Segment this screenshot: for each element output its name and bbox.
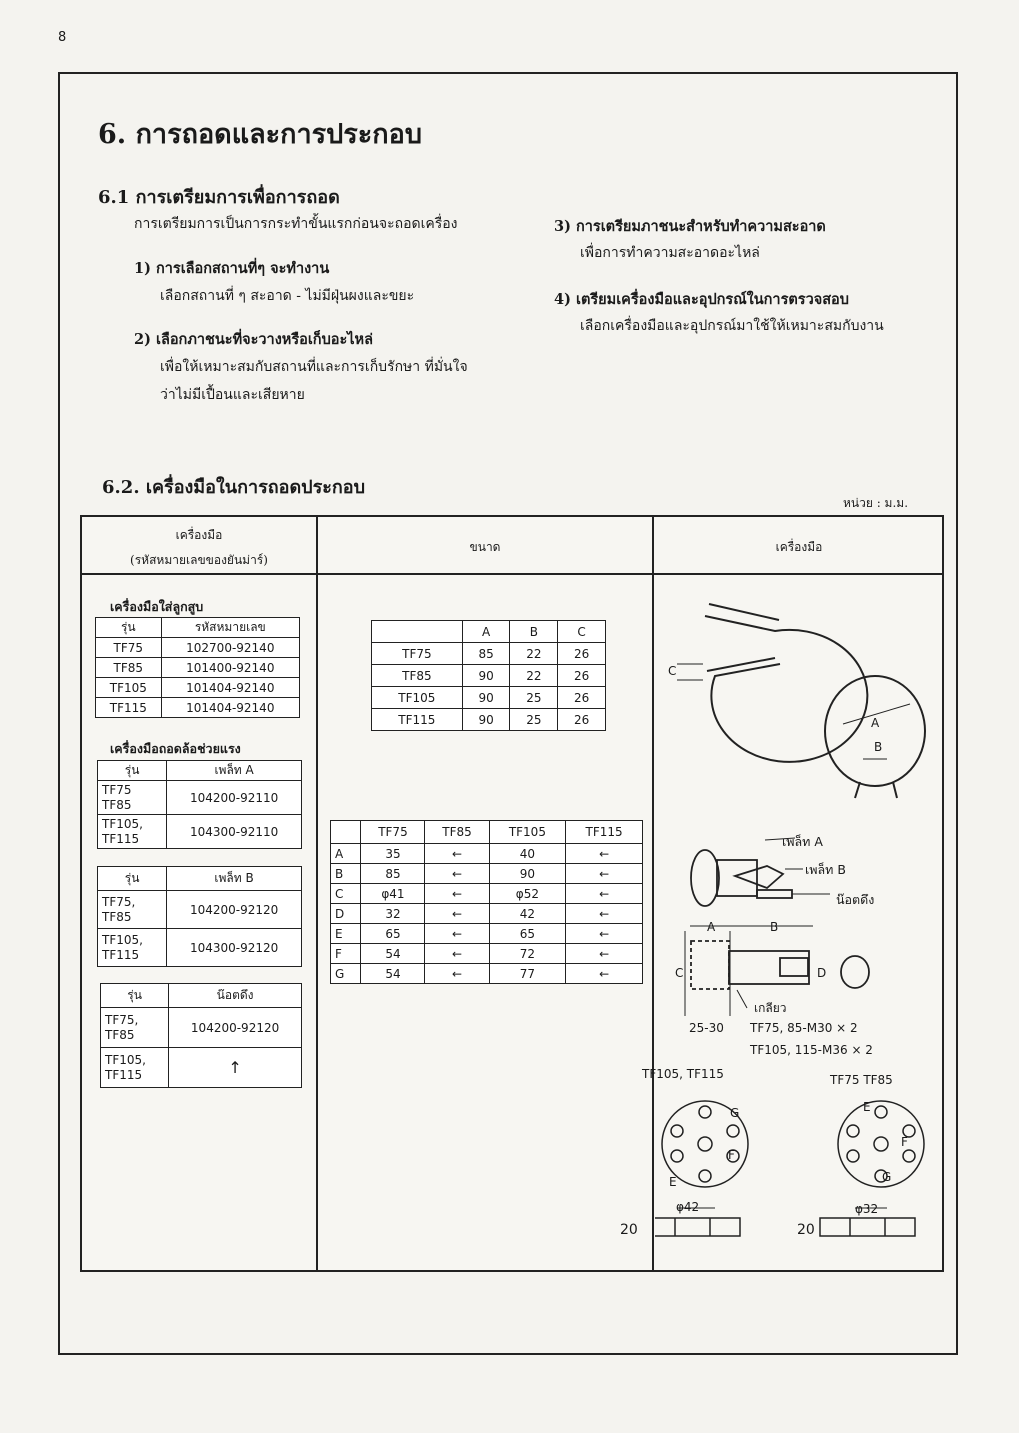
table-row bbox=[372, 665, 606, 687]
header-divider bbox=[80, 573, 944, 575]
ring-compressor-drawing bbox=[677, 604, 925, 798]
table-cell: φ41 bbox=[361, 884, 425, 904]
table-cell: 35 bbox=[361, 844, 425, 864]
table-cell: ← bbox=[425, 924, 489, 944]
table-cell: TF115 bbox=[372, 709, 463, 731]
table-header-cell: TF105 bbox=[489, 821, 566, 844]
table-cell: D bbox=[331, 904, 361, 924]
table-cell: TF105 bbox=[96, 678, 162, 698]
dim-label-b: B bbox=[770, 920, 779, 934]
table-row bbox=[101, 984, 302, 1008]
column-divider-1 bbox=[316, 515, 318, 1272]
table-cell: TF75, TF85 bbox=[101, 1008, 169, 1048]
table-header-cell: รุ่น bbox=[98, 761, 167, 781]
table-cell: TF105 bbox=[372, 687, 463, 709]
table-header-cell: B bbox=[510, 621, 558, 643]
table-cell: TF105, TF115 bbox=[98, 929, 167, 967]
table-header-cell: TF75 bbox=[361, 821, 425, 844]
plate-right-title: TF75 TF85 bbox=[830, 1073, 893, 1087]
prep-item-2-text-2: ว่าไม่มีเปื้อนและเสียหาย bbox=[160, 387, 305, 403]
plate-right-g: G bbox=[882, 1170, 892, 1184]
table-cell: TF75 bbox=[96, 638, 162, 658]
table-row bbox=[372, 709, 606, 731]
ring-tool-table bbox=[95, 617, 300, 718]
table-cell: 90 bbox=[462, 665, 510, 687]
puller-plate-a-table bbox=[97, 760, 302, 849]
plate-right-diameter: φ32 bbox=[855, 1202, 879, 1216]
col2-header: ขนาด bbox=[469, 540, 501, 554]
table-row bbox=[331, 924, 643, 944]
table-cell: TF85 bbox=[96, 658, 162, 678]
plate-left-e: E bbox=[669, 1175, 677, 1189]
col3-header: เครื่องมือ bbox=[775, 540, 823, 554]
table-row bbox=[98, 815, 302, 849]
thread-label: เกลียว bbox=[754, 1001, 787, 1015]
col1-header-line1: เครื่องมือ bbox=[175, 528, 223, 542]
table-row bbox=[372, 621, 606, 643]
prep-item-3-title: 3) การเตรียมภาชนะสำหรับทำความสะอาด bbox=[554, 218, 826, 235]
table-row bbox=[96, 638, 300, 658]
table-row bbox=[96, 658, 300, 678]
table-row bbox=[372, 643, 606, 665]
table-header-cell: น๊อตดึง bbox=[169, 984, 302, 1008]
table-cell: 90 bbox=[462, 687, 510, 709]
table-cell: 101400-92140 bbox=[161, 658, 299, 678]
ring-label-c: C bbox=[668, 664, 677, 678]
dim-label-d: D bbox=[817, 966, 827, 980]
table-header-cell: รุ่น bbox=[98, 867, 167, 891]
prep-item-1-title: 1) การเลือกสถานที่ๆ จะทำงาน bbox=[134, 260, 330, 277]
table-row bbox=[96, 698, 300, 718]
plate-right-e: E bbox=[863, 1100, 871, 1114]
column-divider-2 bbox=[652, 515, 654, 1272]
table-header-cell bbox=[331, 821, 361, 844]
plate-right-f: F bbox=[901, 1135, 908, 1149]
table-cell: 25 bbox=[510, 687, 558, 709]
plate-left-g: G bbox=[730, 1106, 740, 1120]
table-row bbox=[96, 618, 300, 638]
dim-label-a: A bbox=[707, 920, 716, 934]
table-header-cell: รุ่น bbox=[96, 618, 162, 638]
plate-b-label: เพล็ท B bbox=[805, 862, 846, 877]
table-cell: 25 bbox=[510, 709, 558, 731]
table-cell: TF105, TF115 bbox=[98, 815, 167, 849]
table-row bbox=[331, 964, 643, 984]
table-cell: TF115 bbox=[96, 698, 162, 718]
table-cell: ← bbox=[566, 904, 643, 924]
table-cell: 85 bbox=[462, 643, 510, 665]
section-6-1-intro: การเตรียมการเป็นการกระทำขั้นแรกก่อนจะถอดเครื่อง bbox=[134, 216, 458, 232]
table-cell: ← bbox=[425, 844, 489, 864]
plate-left-diameter: φ42 bbox=[676, 1200, 700, 1214]
table-header-cell: C bbox=[558, 621, 606, 643]
table-cell: B bbox=[331, 864, 361, 884]
table-cell: 40 bbox=[489, 844, 566, 864]
table-cell: ← bbox=[425, 964, 489, 984]
table-cell: 104200-92110 bbox=[167, 781, 302, 815]
table-cell: 26 bbox=[558, 665, 606, 687]
table-cell: 65 bbox=[361, 924, 425, 944]
table-cell: 101404-92140 bbox=[161, 678, 299, 698]
table-cell: 101404-92140 bbox=[161, 698, 299, 718]
table-cell: 22 bbox=[510, 643, 558, 665]
table-cell: TF105, TF115 bbox=[101, 1048, 169, 1088]
table-cell: 104200-92120 bbox=[169, 1008, 302, 1048]
table-row bbox=[101, 1008, 302, 1048]
table-row bbox=[372, 687, 606, 709]
ring-tool-label: เครื่องมือใส่ลูกสูบ bbox=[110, 599, 204, 614]
table-header-cell: A bbox=[462, 621, 510, 643]
col1-header bbox=[82, 526, 316, 570]
table-cell: C bbox=[331, 884, 361, 904]
table-row bbox=[331, 904, 643, 924]
table-header-cell: เพล็ท B bbox=[167, 867, 302, 891]
page-number: 8 bbox=[58, 30, 67, 45]
table-row bbox=[101, 1048, 302, 1088]
table-cell: 77 bbox=[489, 964, 566, 984]
table-row bbox=[98, 891, 302, 929]
prep-item-4-text: เลือกเครื่องมือและอุปกรณ์มาใช้ให้เหมาะสมกับงาน bbox=[580, 318, 884, 334]
thread-spec-1: TF75, 85-M30 × 2 bbox=[750, 1021, 858, 1035]
table-cell: 54 bbox=[361, 944, 425, 964]
table-header-cell bbox=[372, 621, 463, 643]
table-row bbox=[331, 864, 643, 884]
prep-item-2-text-1: เพื่อให้เหมาะสมกับสถานที่และการเก็บรักษา ที่มั่นใจ bbox=[160, 359, 468, 375]
table-row bbox=[331, 821, 643, 844]
table-header-cell: รุ่น bbox=[101, 984, 169, 1008]
table-header-cell: TF115 bbox=[566, 821, 643, 844]
table-cell: 42 bbox=[489, 904, 566, 924]
plate-a-label: เพล็ท A bbox=[782, 834, 823, 849]
table-cell: ← bbox=[425, 944, 489, 964]
unit-label: หน่วย : ม.ม. bbox=[843, 496, 909, 510]
plate-drawings bbox=[655, 1101, 924, 1236]
table-cell: 26 bbox=[558, 643, 606, 665]
table-cell: ← bbox=[566, 924, 643, 944]
prep-item-2-title: 2) เลือกภาชนะที่จะวางหรือเก็บอะไหล่ bbox=[134, 331, 374, 348]
prep-item-3-text: เพื่อการทำความสะอาดอะไหล่ bbox=[580, 245, 760, 261]
puller-plate-b-table bbox=[97, 866, 302, 967]
table-cell: 102700-92140 bbox=[161, 638, 299, 658]
puller-tool-label: เครื่องมือถอดล้อช่วยแรง bbox=[110, 741, 241, 756]
table-cell: φ52 bbox=[489, 884, 566, 904]
table-cell: 65 bbox=[489, 924, 566, 944]
tool-diagrams bbox=[655, 576, 942, 1270]
dim-label-c: C bbox=[675, 966, 684, 980]
table-header-cell: TF85 bbox=[425, 821, 489, 844]
prep-item-4-title: 4) เตรียมเครื่องมือและอุปกรณ์ในการตรวจสอบ bbox=[554, 291, 849, 308]
table-row bbox=[98, 781, 302, 815]
table-cell: ← bbox=[566, 844, 643, 864]
table-cell: ← bbox=[566, 884, 643, 904]
table-row bbox=[98, 761, 302, 781]
table-row bbox=[98, 867, 302, 891]
table-cell: 26 bbox=[558, 709, 606, 731]
table-row bbox=[331, 884, 643, 904]
table-cell: 90 bbox=[489, 864, 566, 884]
table-cell: 90 bbox=[462, 709, 510, 731]
table-cell: 72 bbox=[489, 944, 566, 964]
table-cell: 26 bbox=[558, 687, 606, 709]
section-6-1-heading: 6.1 การเตรียมการเพื่อการถอด bbox=[98, 187, 340, 208]
plate-right-thickness: 20 bbox=[797, 1222, 815, 1238]
table-cell: F bbox=[331, 944, 361, 964]
table-header-cell: เพล็ท A bbox=[167, 761, 302, 781]
ring-size-table bbox=[371, 620, 606, 731]
plate-left-f: F bbox=[728, 1148, 735, 1162]
table-cell: ← bbox=[566, 964, 643, 984]
section-6-2-heading: 6.2. เครื่องมือในการถอดประกอบ bbox=[102, 477, 366, 498]
table-cell: ← bbox=[425, 864, 489, 884]
table-row bbox=[98, 929, 302, 967]
puller-bolt-table bbox=[100, 983, 302, 1088]
table-header-cell: รหัสหมายเลข bbox=[161, 618, 299, 638]
plate-left-thickness: 20 bbox=[620, 1222, 638, 1238]
prep-item-1-text: เลือกสถานที่ ๆ สะอาด - ไม่มีฝุ่นผงและขยะ bbox=[160, 288, 415, 304]
table-cell: 104300-92110 bbox=[167, 815, 302, 849]
table-row bbox=[331, 844, 643, 864]
table-cell: ← bbox=[425, 884, 489, 904]
ring-label-b: B bbox=[874, 740, 883, 754]
table-cell: ← bbox=[566, 864, 643, 884]
table-cell: G bbox=[331, 964, 361, 984]
table-cell: 104200-92120 bbox=[167, 891, 302, 929]
table-cell: TF75, TF85 bbox=[98, 891, 167, 929]
table-cell: A bbox=[331, 844, 361, 864]
table-cell: 32 bbox=[361, 904, 425, 924]
table-cell: 85 bbox=[361, 864, 425, 884]
table-cell: TF85 bbox=[372, 665, 463, 687]
table-cell: 22 bbox=[510, 665, 558, 687]
section-title: 6. การถอดและการประกอบ bbox=[98, 119, 422, 150]
table-cell: ← bbox=[566, 944, 643, 964]
table-cell: TF75 bbox=[372, 643, 463, 665]
table-cell: 104300-92120 bbox=[167, 929, 302, 967]
table-cell: ← bbox=[425, 904, 489, 924]
plate-left-title: TF105, TF115 bbox=[642, 1067, 724, 1081]
table-row bbox=[331, 944, 643, 964]
table-row bbox=[96, 678, 300, 698]
thread-range: 25-30 bbox=[689, 1021, 724, 1035]
col1-header-line2: (รหัสหมายเลขของยันม่าร์) bbox=[130, 553, 268, 567]
table-cell: E bbox=[331, 924, 361, 944]
table-cell: ↑ bbox=[169, 1048, 302, 1088]
table-cell: TF75 TF85 bbox=[98, 781, 167, 815]
table-cell: 54 bbox=[361, 964, 425, 984]
bolt-label: น๊อตดึง bbox=[836, 892, 875, 907]
puller-size-table bbox=[330, 820, 643, 984]
thread-spec-2: TF105, 115-M36 × 2 bbox=[750, 1043, 873, 1057]
ring-label-a: A bbox=[871, 716, 880, 730]
